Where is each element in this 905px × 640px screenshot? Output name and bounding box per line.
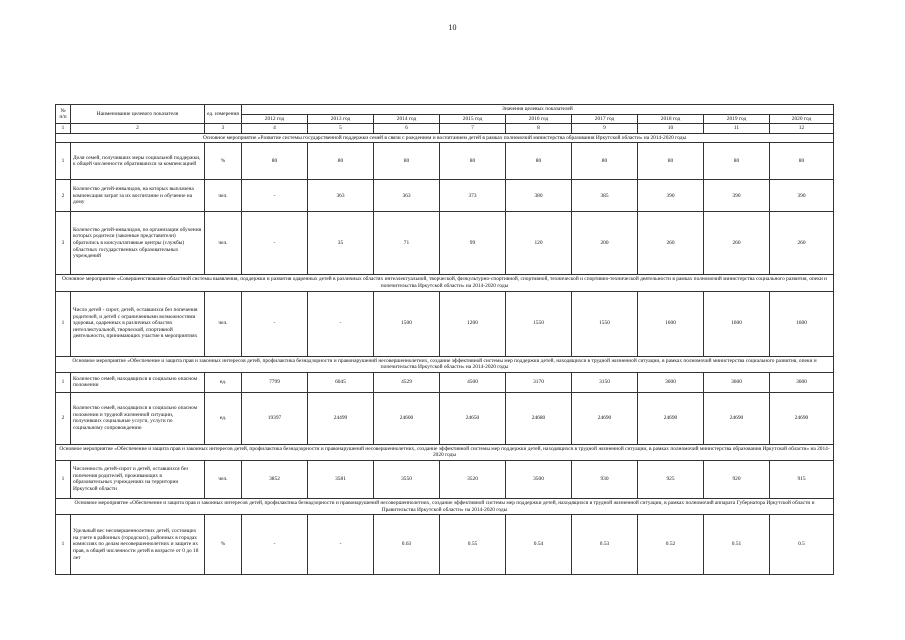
header-row-top <box>56 105 834 115</box>
value-cell: 390 <box>770 180 834 212</box>
unit-cell: ед. <box>205 392 242 444</box>
value-cell: 390 <box>704 180 770 212</box>
value-cell: 0.5 <box>770 515 834 575</box>
unit-cell: чел. <box>205 180 242 212</box>
indicator-name: Число детей - сирот, детей, оставшихся без попечения родителей, и детей с ограниченными возможностями здоровья, одаренных в различных областях интеллектуальной, творческой, спортивной деятельности, принимающих участие в мероприятиях <box>71 291 205 356</box>
value-cell: 3500 <box>506 460 572 498</box>
value-cell: 24690 <box>770 392 834 444</box>
value-cell: 3600 <box>704 372 770 392</box>
table-row <box>56 212 834 275</box>
row-number: 3 <box>56 212 71 275</box>
value-cell: 80 <box>308 143 374 180</box>
value-cell: 19397 <box>242 392 308 444</box>
column-number: 11 <box>704 124 770 134</box>
section-header-row <box>56 498 834 514</box>
value-cell: 380 <box>506 180 572 212</box>
year-header: 2015 год <box>440 114 506 124</box>
value-cell: 200 <box>572 212 638 275</box>
unit-cell: % <box>205 143 242 180</box>
row-number: 1 <box>56 372 71 392</box>
value-cell: 0.51 <box>704 515 770 575</box>
table-row <box>56 515 834 575</box>
table-row <box>56 460 834 498</box>
indicator-name: Количество семей, находящихся в социально опасном положении и трудной жизненной ситуации, получивших социальные услуги, услуги по социальному сопровождению <box>71 392 205 444</box>
table-row <box>56 143 834 180</box>
indicator-name: Количество детей-инвалидов, на которых выплачена компенсация затрат за их воспитание и обучение на дому <box>71 180 205 212</box>
indicator-name: Доля семей, получивших меры социальной поддержки, к общей численности обратившихся за компенсацией <box>71 143 205 180</box>
value-cell: 373 <box>440 180 506 212</box>
unit-header: ед. измерения <box>205 105 242 124</box>
value-cell: 24650 <box>440 392 506 444</box>
name-header: Наименование целевого показателя <box>71 105 205 124</box>
section-title: Основное мероприятие «Обеспечение и защита прав и законных интересов детей, профилактика безнадзорности и правонарушений несовершеннолетних, создание эффективной системы мер поддержки детей, находящихся в трудной жизненной ситуации, в рамках полномочий министерства образования Иркутской области» на 2014-2020 годы <box>56 444 834 460</box>
year-header: 2016 год <box>506 114 572 124</box>
indicator-name: Удельный вес несовершеннолетних детей, состоящих на учете в районных (городских), районных в городах комиссиях по делам несовершеннолетних и защите их прав, в общей численности детей в возрасте от 0 до 18 лет <box>71 515 205 575</box>
year-header: 2020 год <box>770 114 834 124</box>
row-number: 2 <box>56 180 71 212</box>
value-cell: 3600 <box>638 372 704 392</box>
target-indicators-table <box>55 104 834 575</box>
indicator-name: Численность детей-сирот и детей, оставшихся без попечения родителей, проживающих в образовательных учреждениях на территории Иркутской области <box>71 460 205 498</box>
value-cell: 80 <box>638 143 704 180</box>
column-number: 4 <box>242 124 308 134</box>
value-cell: 385 <box>572 180 638 212</box>
value-cell: 0.52 <box>638 515 704 575</box>
value-cell: 24499 <box>308 392 374 444</box>
unit-cell: % <box>205 515 242 575</box>
value-cell: 24690 <box>572 392 638 444</box>
value-cell: 390 <box>638 180 704 212</box>
value-cell: 1200 <box>440 291 506 356</box>
year-header: 2013 год <box>308 114 374 124</box>
value-cell: 80 <box>770 143 834 180</box>
section-title: Основное мероприятие «Совершенствование областной системы выявления, поддержки и развития одаренных детей в различных областях интеллектуальной, творческой, физкультурно-спортивной, спортивной, технической и спортивно-технической деятельности в рамках полномочий министерства социального развития, опеки и попечительства Иркутской области» на 2014-2020 годы <box>56 275 834 291</box>
value-cell: 80 <box>242 143 308 180</box>
year-header: 2014 год <box>374 114 440 124</box>
value-cell: 1600 <box>704 291 770 356</box>
value-cell: 3550 <box>374 460 440 498</box>
column-numbers-row <box>56 124 834 134</box>
value-cell: 24690 <box>638 392 704 444</box>
value-cell: - <box>242 180 308 212</box>
section-header-row <box>56 356 834 372</box>
year-header: 2019 год <box>704 114 770 124</box>
table-row <box>56 291 834 356</box>
value-cell: 1600 <box>638 291 704 356</box>
value-cell: 0.54 <box>506 515 572 575</box>
section-header-row <box>56 275 834 291</box>
value-cell: 6045 <box>308 372 374 392</box>
row-number: 1 <box>56 515 71 575</box>
value-cell: 1550 <box>572 291 638 356</box>
page-number: 10 <box>448 23 457 32</box>
value-cell: 363 <box>308 180 374 212</box>
table-row <box>56 180 834 212</box>
unit-cell: чел. <box>205 291 242 356</box>
value-cell: 3852 <box>242 460 308 498</box>
section-title: Основное мероприятие «Обеспечение и защита прав и законных интересов детей, профилактика безнадзорности и правонарушений несовершеннолетних, создание эффективной системы мер поддержки детей, находящихся в трудной жизненной ситуации, в рамках полномочий аппарата Губернатора Иркутской области и Правительства Иркутской области» на 2014-2020 годы <box>56 498 834 514</box>
value-cell: 24690 <box>704 392 770 444</box>
column-number: 1 <box>56 124 71 134</box>
table-row <box>56 372 834 392</box>
column-number: 6 <box>374 124 440 134</box>
value-cell: 80 <box>704 143 770 180</box>
value-cell: 260 <box>638 212 704 275</box>
value-cell: 80 <box>440 143 506 180</box>
column-number: 3 <box>205 124 242 134</box>
value-cell: 260 <box>770 212 834 275</box>
value-cell: 260 <box>704 212 770 275</box>
value-cell: 3150 <box>572 372 638 392</box>
table-body <box>56 133 834 574</box>
num-header: № п/п <box>56 105 71 124</box>
value-cell: 0.53 <box>572 515 638 575</box>
value-cell: 80 <box>506 143 572 180</box>
value-cell: 71 <box>374 212 440 275</box>
value-cell: 930 <box>572 460 638 498</box>
value-cell: - <box>242 291 308 356</box>
unit-cell: чел. <box>205 460 242 498</box>
value-cell: 3170 <box>506 372 572 392</box>
value-cell: 915 <box>770 460 834 498</box>
value-cell: 7799 <box>242 372 308 392</box>
value-cell: 120 <box>506 212 572 275</box>
value-cell: 363 <box>374 180 440 212</box>
column-number: 9 <box>572 124 638 134</box>
value-cell: 99 <box>440 212 506 275</box>
year-header: 2018 год <box>638 114 704 124</box>
table-row <box>56 392 834 444</box>
value-cell: 0.55 <box>440 515 506 575</box>
section-title: Основное мероприятие «Развитие системы государственной поддержки семей в связи с рождением и воспитанием детей в рамках полномочий министерства образования Иркутской области» на 2014-2020 годы <box>56 133 834 143</box>
value-cell: 0.63 <box>374 515 440 575</box>
indicator-name: Количество детей-инвалидов, по организации обучения которых родители (законные представители) обратились в консультативные центры (службы) областных государственных образовательных учреждений <box>71 212 205 275</box>
value-cell: 24600 <box>374 392 440 444</box>
row-number: 1 <box>56 143 71 180</box>
value-cell: 920 <box>704 460 770 498</box>
value-cell: 3520 <box>440 460 506 498</box>
section-header-row <box>56 133 834 143</box>
column-number: 12 <box>770 124 834 134</box>
unit-cell: чел. <box>205 212 242 275</box>
value-cell: 24680 <box>506 392 572 444</box>
row-number: 2 <box>56 392 71 444</box>
value-cell: 1500 <box>374 291 440 356</box>
section-title: Основное мероприятие «Обеспечение и защита прав и законных интересов детей, профилактика безнадзорности и правонарушений несовершеннолетних, создание эффективной системы мер поддержки детей, находящихся в трудной жизненной ситуации, в рамках полномочий министерства социального развития, опеки и попечительства Иркутской области» на 2014-2020 годы <box>56 356 834 372</box>
row-number: 1 <box>56 291 71 356</box>
value-cell: 925 <box>638 460 704 498</box>
value-cell: 3581 <box>308 460 374 498</box>
column-number: 5 <box>308 124 374 134</box>
value-cell: 4529 <box>374 372 440 392</box>
value-cell: 1550 <box>506 291 572 356</box>
value-cell: - <box>242 212 308 275</box>
unit-cell: ед. <box>205 372 242 392</box>
column-number: 8 <box>506 124 572 134</box>
value-cell: 3600 <box>770 372 834 392</box>
value-cell: 35 <box>308 212 374 275</box>
row-number: 1 <box>56 460 71 498</box>
value-cell: - <box>242 515 308 575</box>
value-cell: 80 <box>572 143 638 180</box>
values-header: Значения целевых показателей <box>242 105 834 115</box>
column-number: 10 <box>638 124 704 134</box>
year-header: 2017 год <box>572 114 638 124</box>
section-header-row <box>56 444 834 460</box>
column-number: 2 <box>71 124 205 134</box>
value-cell: - <box>308 291 374 356</box>
indicator-name: Количество семей, находящихся в социально опасном положении <box>71 372 205 392</box>
value-cell: 80 <box>374 143 440 180</box>
year-header: 2012 год <box>242 114 308 124</box>
value-cell: - <box>308 515 374 575</box>
column-number: 7 <box>440 124 506 134</box>
value-cell: 1600 <box>770 291 834 356</box>
value-cell: 4500 <box>440 372 506 392</box>
